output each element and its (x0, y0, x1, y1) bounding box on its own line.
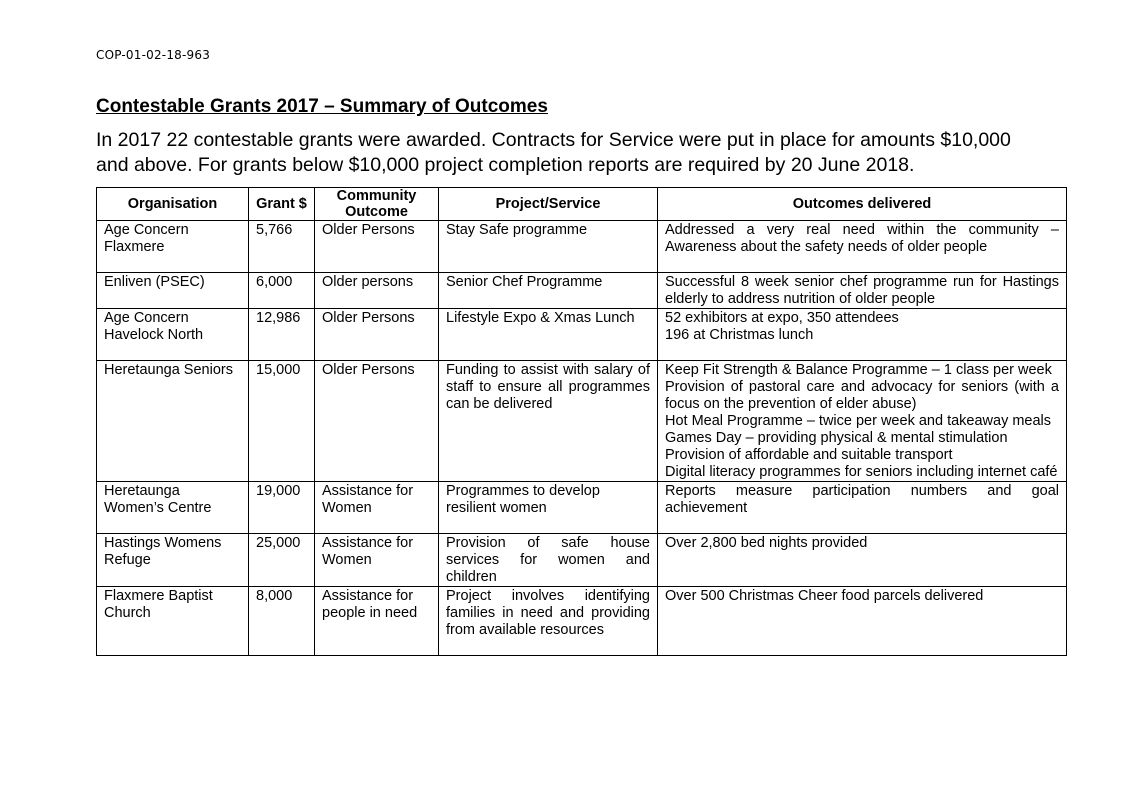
table-row (97, 273, 1067, 309)
community-outcome-cell: Older Persons (315, 361, 439, 482)
grant-cell: 25,000 (249, 534, 315, 587)
organisation-cell: Enliven (PSEC) (97, 273, 249, 309)
outcome-line: Successful 8 week senior chef programme run for Hastings elderly to address nutrition of older people (665, 274, 1059, 307)
outcome-line: Reports measure participation numbers and goal achievement (665, 483, 1059, 516)
table-row (97, 309, 1067, 361)
outcome-line: Addressed a very real need within the community – Awareness about the safety needs of older people (665, 222, 1059, 255)
column-header-project-service: Project/Service (439, 188, 658, 221)
outcome-line: Games Day – providing physical & mental stimulation (665, 430, 1008, 446)
organisation-cell: Age Concern Flaxmere (97, 221, 249, 273)
community-outcome-cell: Assistance for people in need (315, 587, 439, 656)
table-row (97, 587, 1067, 656)
community-outcome-cell: Older Persons (315, 309, 439, 361)
outcome-line: 196 at Christmas lunch (665, 327, 814, 343)
outcome-line: Digital literacy programmes for seniors including internet café (665, 464, 1058, 480)
outcome-line: Provision of pastoral care and advocacy for seniors (with a focus on the prevention of elder abuse) (665, 379, 1059, 412)
project-cell: Stay Safe programme (439, 221, 658, 273)
outcomes-cell (658, 587, 1067, 656)
outcomes-cell (658, 221, 1067, 273)
outcome-line: Hot Meal Programme – twice per week and takeaway meals (665, 413, 1052, 429)
organisation-cell: Heretaunga Women’s Centre (97, 482, 249, 534)
project-cell: Lifestyle Expo & Xmas Lunch (439, 309, 658, 361)
column-header-organisation: Organisation (97, 188, 249, 221)
outcome-line: 52 exhibitors at expo, 350 attendees (665, 310, 899, 326)
project-cell: Programmes to develop resilient women (439, 482, 658, 534)
grant-cell: 6,000 (249, 273, 315, 309)
grant-cell: 5,766 (249, 221, 315, 273)
community-outcome-cell: Assistance for Women (315, 534, 439, 587)
project-cell: Project involves identifying families in need and providing from available resources (439, 587, 658, 656)
table-row (97, 534, 1067, 587)
outcomes-cell (658, 534, 1067, 587)
grant-cell: 12,986 (249, 309, 315, 361)
column-header-outcomes-delivered: Outcomes delivered (658, 188, 1067, 221)
grant-cell: 19,000 (249, 482, 315, 534)
grant-cell: 15,000 (249, 361, 315, 482)
column-header-community-outcome: Community Outcome (315, 188, 439, 221)
document-reference: COP-01-02-18-963 (96, 48, 211, 62)
community-outcome-cell: Assistance for Women (315, 482, 439, 534)
community-outcome-cell: Older Persons (315, 221, 439, 273)
outcome-line: Provision of affordable and suitable transport (665, 447, 953, 463)
outcomes-cell (658, 482, 1067, 534)
intro-paragraph: In 2017 22 contestable grants were awarded. Contracts for Service were put in place for amounts $10,000 and above. For grants below $10,000 project completion reports are required by 20 June 2018. (96, 129, 1011, 176)
grant-cell: 8,000 (249, 587, 315, 656)
project-cell: Funding to assist with salary of staff to ensure all programmes can be delivered (439, 361, 658, 482)
outcome-line: Over 500 Christmas Cheer food parcels delivered (665, 588, 984, 604)
organisation-cell: Heretaunga Seniors (97, 361, 249, 482)
table-header-row (97, 188, 1067, 221)
community-outcome-cell: Older persons (315, 273, 439, 309)
outcomes-cell (658, 273, 1067, 309)
outcome-line: Over 2,800 bed nights provided (665, 535, 868, 551)
table-row (97, 221, 1067, 273)
organisation-cell: Hastings Womens Refuge (97, 534, 249, 587)
outcome-line: Keep Fit Strength & Balance Programme – 1 class per week (665, 362, 1052, 378)
project-cell: Provision of safe house services for women and children (439, 534, 658, 587)
project-cell: Senior Chef Programme (439, 273, 658, 309)
grants-table (96, 187, 1067, 656)
column-header-grant: Grant $ (249, 188, 315, 221)
outcomes-cell (658, 361, 1067, 482)
page-title: Contestable Grants 2017 – Summary of Outcomes (96, 96, 548, 117)
organisation-cell: Age Concern Havelock North (97, 309, 249, 361)
outcomes-cell (658, 309, 1067, 361)
table-row (97, 361, 1067, 482)
table-row (97, 482, 1067, 534)
organisation-cell: Flaxmere Baptist Church (97, 587, 249, 656)
